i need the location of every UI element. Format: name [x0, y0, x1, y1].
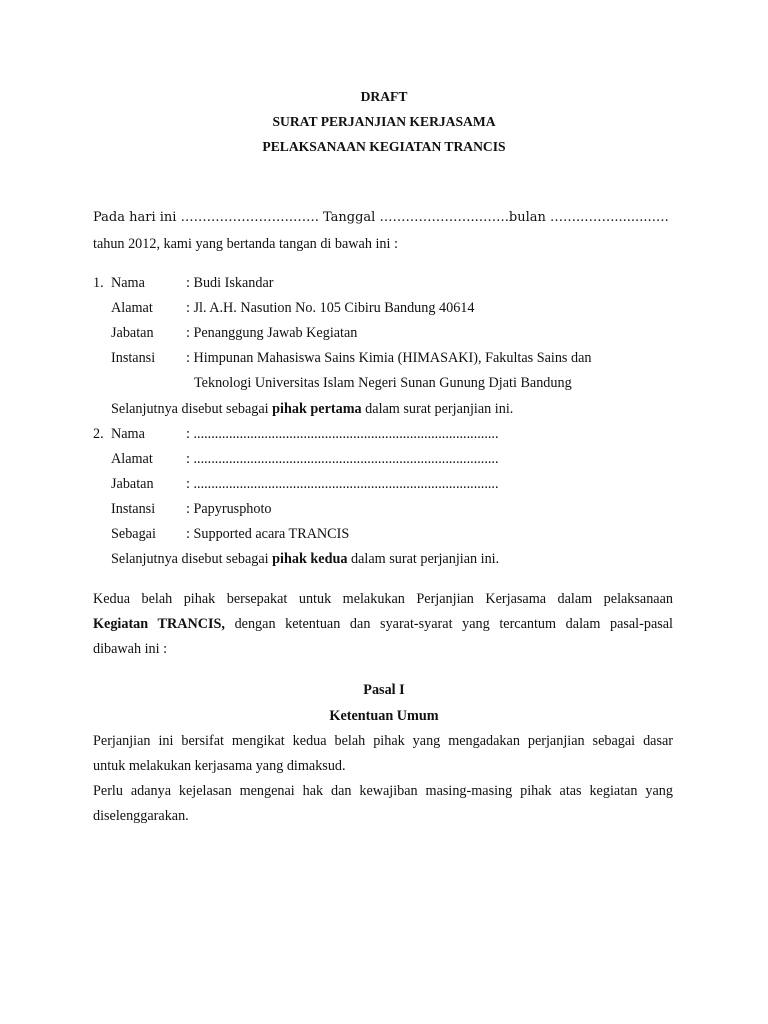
party2-address-value: : ...................................................................................... [186, 451, 499, 467]
party1-closing-pre: Selanjutnya disebut sebagai [111, 401, 273, 417]
party2-institution-value: : Papyrusphoto [186, 501, 272, 517]
agreement-line-1: Kedua belah pihak bersepakat untuk melakukan Perjanjian Kerjasama dalam pelaksanaan [93, 591, 673, 607]
party2-position-value: : ...................................................................................... [186, 476, 499, 492]
agreement-line-2-rest: dengan ketentuan dan syarat-syarat yang tercantum dalam pasal-pasal [224, 616, 673, 632]
party1-role-bold: pihak pertama [272, 401, 362, 417]
article-p2-line-1: Perlu adanya kejelasan mengenai hak dan kewajiban masing-masing pihak atas kegiatan yang [93, 783, 673, 799]
intro-line-1 [93, 209, 669, 227]
party1-position-label: Jabatan [111, 325, 154, 341]
party2-position-label: Jabatan [111, 476, 154, 492]
agreement-line-3: dibawah ini : [93, 641, 168, 657]
party2-closing-post: dalam surat perjanjian ini. [347, 551, 500, 567]
article-title: Pasal I [363, 682, 405, 698]
party1-closing [111, 400, 513, 418]
party2-institution-label: Instansi [111, 501, 156, 517]
party2-name-value: : ...................................................................................... [186, 426, 499, 442]
doc-title-draft: DRAFT [360, 89, 408, 104]
party1-closing-post: dalam surat perjanjian ini. [361, 401, 514, 417]
party2-number: 2. [93, 426, 104, 442]
intro-day-blank: …………………….……. [180, 210, 319, 225]
party1-institution-label: Instansi [111, 350, 156, 366]
party1-address-label: Alamat [111, 300, 153, 316]
intro-line-2: tahun 2012, kami yang bertanda tangan di bawah ini : [93, 236, 398, 252]
intro-month-label: bulan [508, 210, 546, 225]
party1-institution-cont: Teknologi Universitas Islam Negeri Sunan Gunung Djati Bandung [194, 375, 572, 391]
intro-date-blank: …………………..……. [379, 210, 509, 225]
article-p1-line-2: untuk melakukan kerjasama yang dimaksud. [93, 758, 346, 774]
article-subtitle: Ketentuan Umum [329, 708, 439, 724]
article-p1-line-1: Perjanjian ini bersifat mengikat kedua belah pihak yang mengadakan perjanjian sebagai dasar [93, 733, 673, 749]
party1-number: 1. [93, 275, 104, 291]
doc-title-sub: PELAKSANAAN KEGIATAN TRANCIS [262, 139, 506, 154]
party2-role-label: Sebagai [111, 526, 156, 542]
doc-title-main: SURAT PERJANJIAN KERJASAMA [272, 114, 496, 129]
party1-position-value: : Penanggung Jawab Kegiatan [186, 325, 358, 341]
party2-address-label: Alamat [111, 451, 153, 467]
party2-closing [111, 550, 499, 568]
party1-name-label: Nama [111, 275, 145, 291]
agreement-line-2 [93, 615, 673, 633]
article-p2-line-2: diselenggarakan. [93, 808, 189, 824]
party2-role-bold: pihak kedua [272, 551, 348, 567]
intro-month-blank: ……..……..........…. [550, 210, 669, 225]
intro-day-label: Pada hari ini [93, 210, 177, 225]
party1-institution-value: : Himpunan Mahasiswa Sains Kimia (HIMASAKI), Fakultas Sains dan [186, 350, 592, 366]
party1-address-value: : Jl. A.H. Nasution No. 105 Cibiru Bandung 40614 [186, 300, 475, 316]
party2-closing-pre: Selanjutnya disebut sebagai [111, 551, 273, 567]
agreement-event-bold: Kegiatan TRANCIS, [93, 616, 225, 632]
intro-date-label: Tanggal [322, 210, 376, 225]
party2-name-label: Nama [111, 426, 145, 442]
party2-role-value: : Supported acara TRANCIS [186, 526, 350, 542]
party1-name-value: : Budi Iskandar [186, 275, 274, 291]
